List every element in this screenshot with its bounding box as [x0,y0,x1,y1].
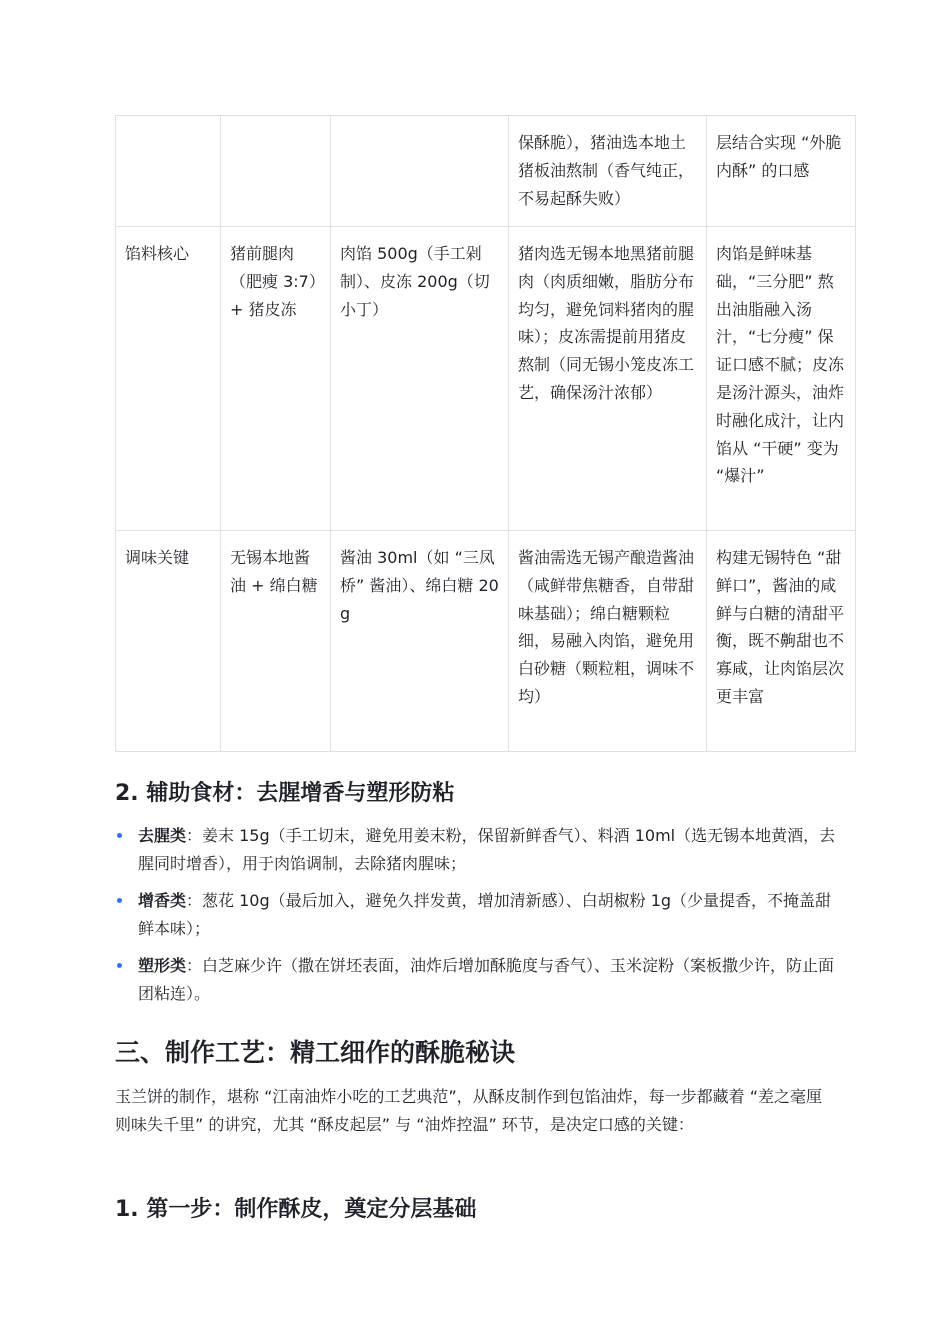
cell-main-ingredient: 无锡本地酱油 + 绵白糖 [221,531,331,752]
table-row [116,116,856,227]
item-label: 去腥类 [138,826,187,845]
bullet-dot-icon [117,833,122,838]
bullet-dot-icon [117,898,122,903]
item-label: 增香类 [138,891,187,910]
cell-selection: 保酥脆），猪油选本地土猪板油熬制（香气纯正，不易起酥失败） [509,116,707,227]
cell-main-ingredient [221,116,331,227]
cell-category: 馅料核心 [116,227,221,531]
bullet-dot-icon [117,963,122,968]
step-heading: 1. 第一步：制作酥皮，奠定分层基础 [115,1197,477,1222]
cell-amount: 酱油 30ml（如 “三凤桥” 酱油）、绵白糖 20g [331,531,509,752]
process-intro: 玉兰饼的制作，堪称 “江南油炸小吃的工艺典范”，从酥皮制作到包馅油炸，每一步都藏着 “差之毫厘则味失千里” 的讲究，尤其 “酥皮起层” 与 “油炸控温” 环节，是决定口感的关键： [115,1087,823,1134]
list-item [115,887,845,943]
ingredient-table [115,115,856,752]
cell-category: 调味关键 [116,531,221,752]
table-row [116,227,856,531]
section-heading-process: 三、制作工艺：精工细作的酥脆秘诀 [115,1038,516,1067]
cell-role: 构建无锡特色 “甜鲜口”，酱油的咸鲜与白糖的清甜平衡，既不齁甜也不寡咸，让肉馅层次更丰富 [707,531,856,752]
item-text: ：葱花 10g（最后加入，避免久拌发黄，增加清新感）、白胡椒粉 1g（少量提香，不掩盖甜鲜本味）； [138,891,832,938]
item-label: 塑形类 [138,956,187,975]
cell-selection: 猪肉选无锡本地黑猪前腿肉（肉质细嫩，脂肪分布均匀，避免饲料猪肉的腥味）；皮冻需提前用猪皮熬制（同无锡小笼皮冻工艺，确保汤汁浓郁） [509,227,707,531]
list-item [115,822,845,878]
cell-amount [331,116,509,227]
cell-category [116,116,221,227]
cell-amount: 肉馅 500g（手工剁制）、皮冻 200g（切小丁） [331,227,509,531]
cell-selection: 酱油需选无锡产酿造酱油（咸鲜带焦糖香，自带甜味基础）；绵白糖颗粒细，易融入肉馅，避免用白砂糖（颗粒粗，调味不均） [509,531,707,752]
table-row [116,531,856,752]
list-item [115,952,845,1008]
section-heading-auxiliary: 2. 辅助食材：去腥增香与塑形防粘 [115,781,455,806]
auxiliary-list [115,822,845,1017]
cell-main-ingredient: 猪前腿肉（肥瘦 3:7）+ 猪皮冻 [221,227,331,531]
item-text: ：姜末 15g（手工切末，避免用姜末粉，保留新鲜香气）、料酒 10ml（选无锡本地黄酒，去腥同时增香），用于肉馅调制，去除猪肉腥味； [138,826,836,873]
cell-role: 肉馅是鲜味基础，“三分肥” 熬出油脂融入汤汁，“七分瘦” 保证口感不腻；皮冻是汤汁源头，油炸时融化成汁，让内馅从 “干硬” 变为 “爆汁” [707,227,856,531]
cell-role: 层结合实现 “外脆内酥” 的口感 [707,116,856,227]
item-text: ：白芝麻少许（撒在饼坯表面，油炸后增加酥脆度与香气）、玉米淀粉（案板撒少许，防止面团粘连）。 [138,956,835,1003]
